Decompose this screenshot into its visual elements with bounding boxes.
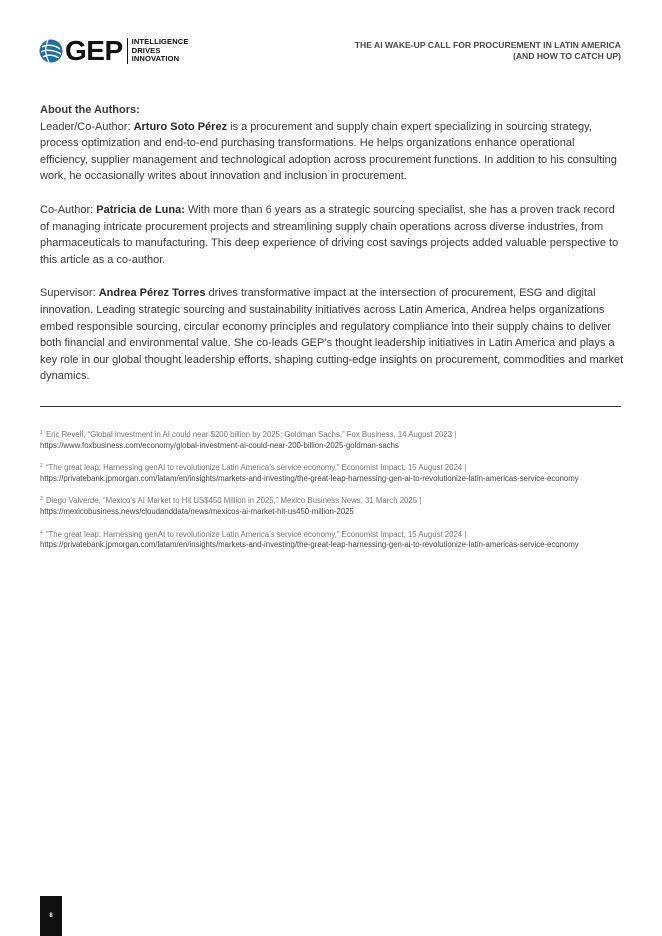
document-title-line-1: THE AI WAKE-UP CALL FOR PROCUREMENT IN LATIN AMERICA bbox=[354, 40, 621, 50]
tagline-line: DRIVES bbox=[131, 45, 161, 55]
author-name: Patricia de Luna: bbox=[96, 203, 185, 216]
footnote bbox=[40, 528, 630, 551]
footnote bbox=[40, 461, 630, 484]
role-label: Co-Author: bbox=[40, 203, 97, 216]
footnote-number: 2 bbox=[40, 463, 43, 470]
footnote-text: Diego Valverde, “Mexico’s AI Market to Hit US$450 Million in 2025,” Mexico Business News, 31 March 2025 | bbox=[43, 496, 422, 506]
footnote-number: 3 bbox=[40, 496, 43, 503]
bio-text: drives transformative impact at the intersection of procurement, ESG and digital innovation. Leading strategic sourcing and sustainability initiatives across Latin America, Andrea helps organizations embed responsible sourcing, circular economy principles and regulatory compliance into their supply chains to deliver both financial and environmental value. She co-leads GEP’s thought leadership initiatives in Latin America and plays a key role in our global thought leadership efforts, shaping cutting-edge insights on procurement, commodities and market dynamics. bbox=[40, 287, 624, 383]
footnote-link[interactable]: https://mexicobusiness.news/cloudanddata/news/mexicos-ai-market-hit-us450-million-2025 bbox=[40, 506, 354, 516]
role-label: Supervisor: bbox=[40, 287, 99, 300]
section-heading: About the Authors: bbox=[40, 104, 140, 116]
bio-text: is a procurement and supply chain expert specializing in sourcing strategy, process optimization and end-to-end purchasing transformations. He helps organizations enhance operational efficiency, supplier management and technological adoption across procurement functions. In addition to his consulting work, he occasionally writes about innovation and inclusion in procurement. bbox=[40, 120, 617, 183]
globe-icon bbox=[39, 39, 63, 63]
role-label: Leader/Co-Author: bbox=[40, 120, 134, 133]
footnote-link[interactable]: https://privatebank.jpmorgan.com/latam/en/insights/markets-and-investing/the-great-leap-harnessing-gen-ai-to-revolutionize-latin-americas-service-economy bbox=[40, 473, 579, 483]
author-name: Andrea Pérez Torres bbox=[98, 287, 206, 300]
footnote-divider bbox=[40, 406, 621, 407]
gep-logo bbox=[39, 37, 189, 65]
footnote bbox=[40, 428, 630, 451]
document-title bbox=[355, 40, 621, 62]
coauthor-bio bbox=[40, 202, 624, 268]
footnotes bbox=[40, 428, 630, 561]
tagline-line: INNOVATION bbox=[131, 54, 180, 64]
footnote-text: “The great leap: Harnessing genAI to revolutionize Latin America’s service economy,” Economist Impact, 15 August 2024 | bbox=[43, 529, 467, 539]
footnote bbox=[40, 494, 630, 517]
about-authors-section bbox=[40, 102, 624, 402]
footnote-number: 1 bbox=[40, 430, 43, 436]
brand-name: GEP bbox=[65, 35, 123, 66]
footnote-text: “The great leap: Harnessing genAI to revolutionize Latin America’s service economy,” Economist Impact, 15 August 2024 | bbox=[43, 463, 467, 473]
footnote-link[interactable]: https://privatebank.jpmorgan.com/latam/en/insights/markets-and-investing/the-great-leap-harnessing-gen-ai-to-revolutionize-latin-americas-service-economy bbox=[40, 540, 579, 550]
tagline-line: INTELLIGENCE bbox=[131, 37, 189, 47]
supervisor-bio bbox=[40, 285, 624, 385]
footnote-text: Eric Revell, “Global investment in AI could near $200 billion by 2025: Goldman Sachs,” Fox Business, 14 August 2023 | bbox=[43, 430, 457, 439]
footnote-link[interactable]: https://www.foxbusiness.com/economy/global-investment-ai-could-near-200-billion-2025-goldman-sachs bbox=[40, 440, 399, 450]
document-title-line-2: (AND HOW TO CATCH UP) bbox=[512, 51, 621, 61]
bio-text: With more than 6 years as a strategic sourcing specialist, she has a proven track record of managing intricate procurement projects and streamlining supply chain operations across diverse industries, from pharmaceuticals to manufacturing. This deep experience of driving cost savings projects added valuable perspective to this article as a co-author. bbox=[40, 203, 619, 266]
brand-tagline bbox=[127, 38, 189, 63]
page-number: 8 bbox=[40, 896, 62, 936]
lead-author-bio bbox=[40, 119, 624, 185]
footnote-number: 4 bbox=[40, 529, 43, 536]
author-name: Arturo Soto Pérez bbox=[133, 120, 228, 133]
